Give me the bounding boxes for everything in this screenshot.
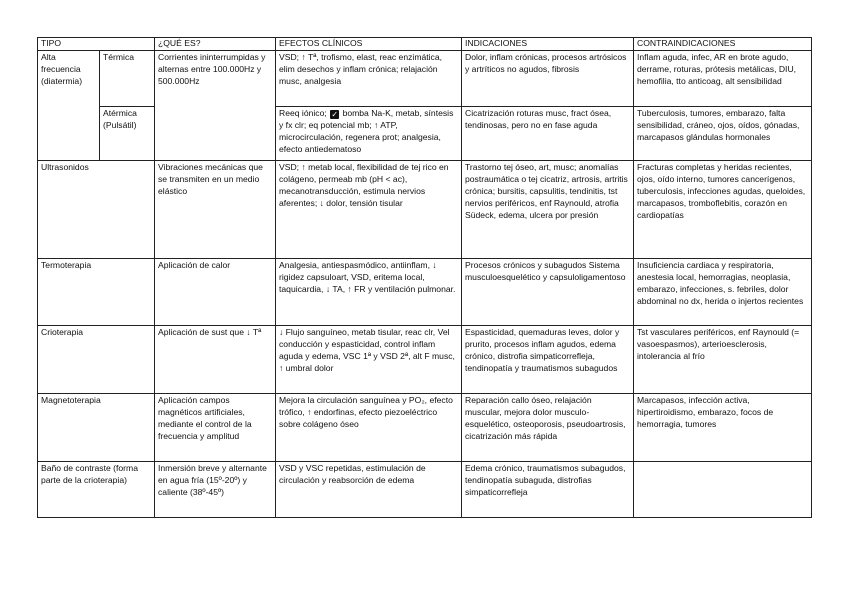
- table-row-magnetoterapia: [38, 394, 812, 462]
- cell-indicaciones-termoterapia: Procesos crónicos y subagudos Sistema musculoesquelético y capsuloligamentoso: [462, 259, 634, 326]
- cell-que-es-contraste: Inmersión breve y alternante en agua fría (15º-20º) y caliente (38º-45º): [155, 462, 276, 518]
- cell-tipo-alta: Alta frecuencia (diatermia): [38, 51, 100, 161]
- efectos-atermica-post: bomba Na-K, metab, síntesis y fx clr; eq potencial mb; ↑ ATP, microcirculación, regenera prot; analgesia, efecto antiedematoso: [279, 108, 454, 154]
- check-box-icon: ✓: [331, 110, 339, 119]
- cell-efectos-crioterapia: ↓ Flujo sanguíneo, metab tisular, reac clr, Vel conducción y espasticidad, control inflam aguda y edema, VSC 1ª y VSD 2ª, alt F musc, ↑ umbral dolor: [276, 326, 462, 394]
- cell-tipo-contraste: Baño de contraste (forma parte de la crioterapia): [38, 462, 155, 518]
- cell-efectos-termoterapia: Analgesia, antiespasmódico, antiinflam, ↓ rigidez capsuloart, VSD, eritema local, taquicardia, ↓ TA, ↑ FR y ventilación pulmonar.: [276, 259, 462, 326]
- header-indicaciones: INDICACIONES: [462, 38, 634, 51]
- table-row-ultrasonidos: [38, 161, 812, 259]
- cell-indicaciones-crioterapia: Espasticidad, quemaduras leves, dolor y prurito, procesos inflam agudos, edema crónico, distrofia simpaticorrefleja, tendinopatía y traumatismos subagudos: [462, 326, 634, 394]
- table-row-crioterapia: [38, 326, 812, 394]
- cell-contra-termoterapia: Insuficiencia cardiaca y respiratoria, anestesia local, hemorragias, neoplasia, embarazo, infecciones, s. febriles, dolor abdominal no dx, herida o injertos recientes: [634, 259, 812, 326]
- cell-efectos-atermica: [276, 107, 462, 161]
- cell-efectos-magnetoterapia: Mejora la circulación sanguínea y PO₂, efecto trófico, ↑ endorfinas, efecto piezoeléctrico sobre colágeno óseo: [276, 394, 462, 462]
- cell-efectos-termica: VSD; ↑ Tª, trofismo, elast, reac enzimática, elim desechos y inflam crónica; relajación musc, analgesia: [276, 51, 462, 107]
- cell-indicaciones-atermica: Cicatrización roturas musc, fract ósea, tendinosas, pero no en fase aguda: [462, 107, 634, 161]
- table-row-termoterapia: [38, 259, 812, 326]
- cell-contra-magnetoterapia: Marcapasos, infección activa, hipertiroidismo, embarazo, focos de hemorragia, tumores: [634, 394, 812, 462]
- cell-efectos-contraste: VSD y VSC repetidas, estimulación de circulación y reabsorción de edema: [276, 462, 462, 518]
- cell-indicaciones-termica: Dolor, inflam crónicas, procesos artrósicos y artríticos no agudos, fibrosis: [462, 51, 634, 107]
- header-que-es: ¿QUÉ ES?: [155, 38, 276, 51]
- table-row-alta-termica: [38, 51, 812, 107]
- cell-efectos-ultrasonidos: VSD; ↑ metab local, flexibilidad de tej rico en colágeno, permeab mb (pH < ac), mecanotransducción, estimula nervios aferentes; ↓ dolor, tensión tisular: [276, 161, 462, 259]
- cell-contra-termica: Inflam aguda, infec, AR en brote agudo, derrame, roturas, prótesis metálicas, DIU, hemofilia, tto anticoag, alt sensibilidad: [634, 51, 812, 107]
- header-efectos: EFECTOS CLÍNICOS: [276, 38, 462, 51]
- cell-contra-crioterapia: Tst vasculares periféricos, enf Raynould (= vasoespasmos), arterioesclerosis, intolerancia al frío: [634, 326, 812, 394]
- cell-contra-contraste: [634, 462, 812, 518]
- efectos-atermica-pre: Reeq iónico;: [279, 108, 327, 118]
- table-row-contraste: [38, 462, 812, 518]
- cell-subtipo-termica: Térmica: [100, 51, 155, 107]
- cell-tipo-crioterapia: Crioterapia: [38, 326, 155, 394]
- cell-tipo-magnetoterapia: Magnetoterapia: [38, 394, 155, 462]
- cell-tipo-termoterapia: Termoterapia: [38, 259, 155, 326]
- cell-contra-ultrasonidos: Fracturas completas y heridas recientes, ojos, oído interno, tumores cancerígenos, tuberculosis, infecciones agudas, queloides, marcapasos, tromboflebitis, corazón en cardiopatías: [634, 161, 812, 259]
- cell-indicaciones-contraste: Edema crónico, traumatismos subagudos, tendinopatía subaguda, distrofias simpaticorrefleja: [462, 462, 634, 518]
- cell-subtipo-atermica: Atérmica (Pulsátil): [100, 107, 155, 161]
- cell-indicaciones-magnetoterapia: Reparación callo óseo, relajación muscular, mejora dolor musculo-esquelético, osteoporosis, pseudoartrosis, cicatrización más rápida: [462, 394, 634, 462]
- header-tipo: TIPO: [38, 38, 155, 51]
- physiotherapy-table: [37, 37, 812, 518]
- cell-que-es-termoterapia: Aplicación de calor: [155, 259, 276, 326]
- cell-que-es-magnetoterapia: Aplicación campos magnéticos artificiales, mediante el control de la frecuencia y amplitud: [155, 394, 276, 462]
- cell-que-es-alta: Corrientes ininterrumpidas y alternas entre 100.000Hz y 500.000Hz: [155, 51, 276, 161]
- cell-tipo-ultrasonidos: Ultrasonidos: [38, 161, 155, 259]
- header-row: [38, 38, 812, 51]
- cell-contra-atermica: Tuberculosis, tumores, embarazo, falta sensibilidad, cráneo, ojos, oídos, gónadas, marcapasos glándulas hormonales: [634, 107, 812, 161]
- cell-que-es-ultrasonidos: Vibraciones mecánicas que se transmiten en un medio elástico: [155, 161, 276, 259]
- cell-indicaciones-ultrasonidos: Trastorno tej óseo, art, musc; anomalías postraumática o tej cicatriz, artrosis, artritis crónica; bursitis, capsulitis, tendinitis, tst nervios periféricos, enf Raynould, atrofia Südeck, edema, ulcera por presión: [462, 161, 634, 259]
- cell-que-es-crioterapia: Aplicación de sust que ↓ Tª: [155, 326, 276, 394]
- table-row-alta-atermica: [38, 107, 812, 161]
- header-contraindicaciones: CONTRAINDICACIONES: [634, 38, 812, 51]
